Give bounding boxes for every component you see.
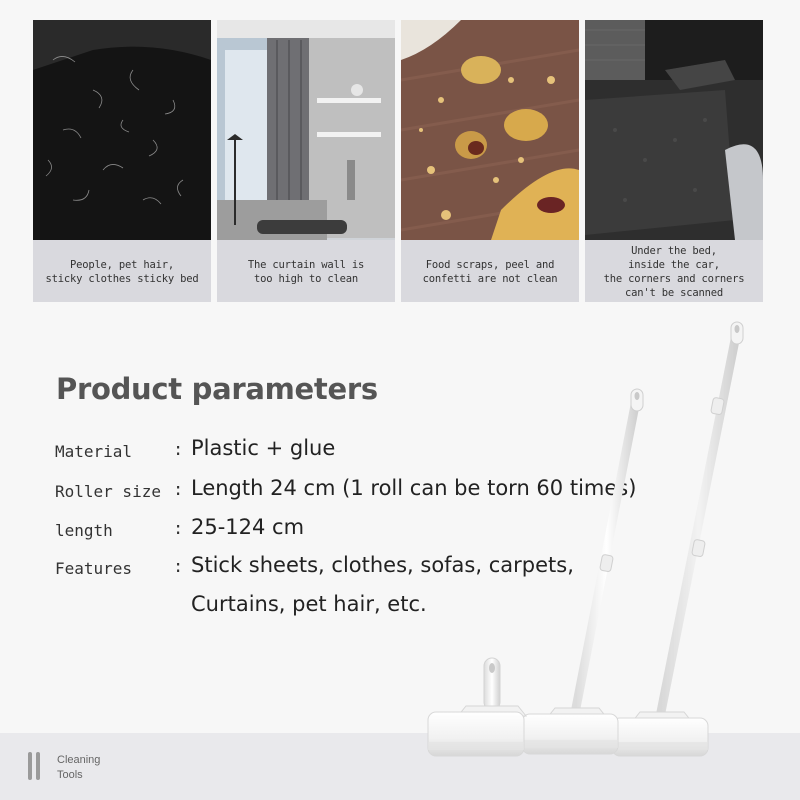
- param-value: Curtains, pet hair, etc.: [191, 592, 427, 616]
- section-title: Product parameters: [56, 372, 378, 406]
- panel-caption: People, pet hair, sticky clothes sticky bed: [45, 259, 199, 285]
- medium-roller-icon: [522, 389, 643, 754]
- brand-line-2: Tools: [57, 769, 83, 781]
- panel-caption: Under the bed, inside the car, the corners and corners can't be scanned: [603, 245, 745, 299]
- param-value: Stick sheets, clothes, sofas, carpets,: [191, 553, 574, 577]
- param-label: Roller size: [55, 482, 161, 501]
- param-value: 25-124 cm: [191, 515, 305, 539]
- brand-line-1: Cleaning: [57, 754, 101, 766]
- panel-caption: The curtain wall is too high to clean: [247, 259, 365, 285]
- param-colon: :: [173, 480, 184, 500]
- param-label: Features: [55, 559, 133, 578]
- param-colon: :: [173, 440, 184, 460]
- param-label: Material: [55, 442, 133, 461]
- panel-caption: Food scraps, peel and confetti are not clean: [422, 259, 558, 285]
- param-colon: :: [173, 557, 184, 577]
- param-label: length: [55, 521, 113, 540]
- param-value: Length 24 cm (1 roll can be torn 60 times): [191, 476, 637, 500]
- tall-roller-icon: [612, 322, 743, 756]
- param-colon: :: [173, 519, 184, 539]
- param-value: Plastic + glue: [191, 436, 336, 460]
- short-roller-icon: [428, 658, 526, 756]
